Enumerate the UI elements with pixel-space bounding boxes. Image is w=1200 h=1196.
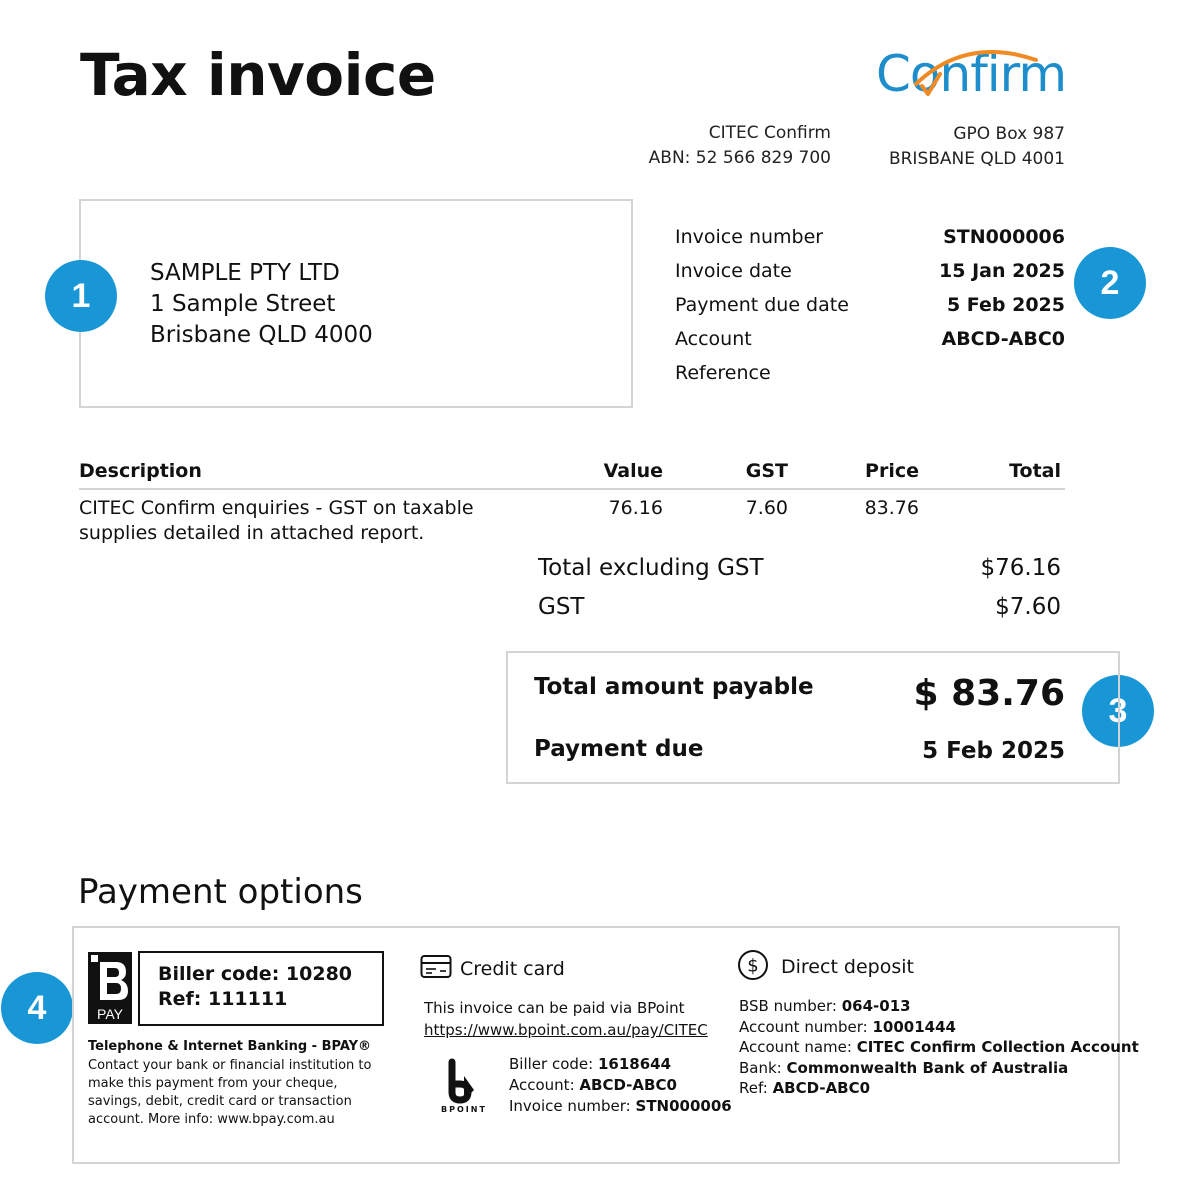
account-value: ABCD-ABC0: [941, 328, 1065, 350]
callout-badge-1: 1: [45, 260, 117, 332]
total-payable-label: Total amount payable: [534, 674, 814, 700]
invoice-number-label: Invoice number: [675, 226, 824, 248]
credit-card-title: Credit card: [460, 958, 565, 980]
gst-value: $7.60: [995, 594, 1061, 620]
bpay-logo-text: PAY: [97, 1006, 123, 1022]
header-value: Value: [603, 460, 663, 482]
bsb-value: 064-013: [841, 997, 911, 1015]
bpoint-biller-label: Biller code:: [509, 1055, 594, 1073]
payment-due-date-value: 5 Feb 2025: [946, 294, 1065, 316]
dd-ref-value: ABCD-ABC0: [772, 1079, 871, 1097]
header-gst: GST: [745, 460, 788, 482]
account-number-value: 10001444: [872, 1017, 956, 1036]
callout-badge-2: 2: [1074, 247, 1146, 319]
svg-text:$: $: [747, 955, 759, 977]
bpoint-link[interactable]: https://www.bpoint.com.au/pay/CITEC: [424, 1021, 708, 1039]
line-items-table: [79, 458, 1065, 550]
invoice-number-value: STN000006: [943, 226, 1065, 248]
account-number-label: Account number:: [739, 1017, 868, 1036]
logo-text: Confirm: [876, 45, 1067, 103]
invoice-meta-values: [900, 220, 1065, 390]
confirm-logo: [876, 44, 1068, 104]
org-abn: ABN: 52 566 829 700: [648, 148, 831, 168]
invoice-date-value: 15 Jan 2025: [939, 260, 1065, 282]
direct-deposit-details: [739, 996, 1139, 1099]
table-header: [79, 458, 1065, 490]
page-title: Tax invoice: [80, 41, 436, 109]
recipient-city: Brisbane QLD 4000: [150, 322, 373, 348]
bpay-heading: Telephone & Internet Banking - BPAY®: [88, 1039, 372, 1054]
credit-card-text: This invoice can be paid via BPoint: [424, 999, 685, 1017]
account-name-label: Account name:: [739, 1038, 852, 1056]
payment-options-title: Payment options: [78, 872, 363, 912]
org-name: CITEC Confirm: [708, 123, 831, 143]
bpoint-invoice-label: Invoice number:: [509, 1097, 631, 1115]
payment-due-date-label: Payment due date: [675, 294, 849, 316]
org-details: [630, 121, 831, 171]
invoice-meta-labels: [675, 220, 849, 390]
recipient-name: SAMPLE PTY LTD: [150, 260, 340, 286]
org-address-line1: GPO Box 987: [953, 124, 1065, 144]
bpoint-biller-value: 1618644: [597, 1055, 672, 1073]
bpoint-account-value: ABCD-ABC0: [579, 1076, 677, 1094]
callout-badge-4: 4: [1, 972, 73, 1044]
recipient-street: 1 Sample Street: [150, 291, 336, 317]
recipient-address: [150, 258, 373, 351]
direct-deposit-title: Direct deposit: [781, 956, 914, 978]
header-total: Total: [1009, 460, 1061, 482]
org-address-line2: BRISBANE QLD 4001: [888, 149, 1065, 169]
bpay-description: Contact your bank or financial institution to make this payment from your cheque, savings, debit, credit card or transaction account. More info: www.bpay.com.au: [88, 1058, 372, 1127]
bpay-biller-code: Biller code: 10280: [158, 963, 353, 985]
account-name-value: CITEC Confirm Collection Account: [856, 1038, 1139, 1056]
row-description: CITEC Confirm enquiries - GST on taxable supplies detailed in attached report.: [79, 497, 474, 544]
credit-card-info: [424, 997, 708, 1041]
bpoint-account-label: Account:: [509, 1076, 575, 1094]
table-row: [79, 490, 1065, 550]
bank-label: Bank:: [739, 1058, 782, 1077]
bpay-logo-icon: [88, 952, 132, 1024]
dollar-circle-icon: [737, 949, 769, 981]
payment-due-label: Payment due: [534, 736, 704, 762]
bpoint-invoice-value: STN000006: [635, 1097, 732, 1115]
payment-due-value: 5 Feb 2025: [922, 738, 1065, 764]
header-price: Price: [865, 460, 919, 482]
account-label: Account: [675, 328, 752, 350]
bpay-ref: Ref: 111111: [158, 988, 288, 1010]
row-price: 83.76: [864, 497, 919, 519]
bank-value: Commonwealth Bank of Australia: [786, 1058, 1069, 1077]
reference-label: Reference: [675, 362, 771, 384]
gst-label: GST: [538, 594, 585, 620]
reference-value: [900, 356, 1065, 390]
dd-ref-label: Ref:: [739, 1079, 768, 1097]
bpoint-details: [509, 1054, 732, 1117]
bsb-label: BSB number:: [739, 997, 837, 1015]
header-description: Description: [79, 460, 202, 482]
bpay-biller-details: [158, 962, 352, 1012]
bpoint-logo-text: BPOINT: [441, 1105, 487, 1114]
row-value: 76.16: [608, 497, 663, 519]
org-address: [860, 122, 1065, 172]
credit-card-icon: [420, 954, 452, 980]
callout-badge-3: 3: [1082, 675, 1154, 747]
invoice-date-label: Invoice date: [675, 260, 792, 282]
total-excl-gst-label: Total excluding GST: [538, 555, 764, 581]
row-gst: 7.60: [745, 497, 788, 519]
total-payable-value: $ 83.76: [913, 673, 1065, 714]
total-excl-gst-value: $76.16: [980, 555, 1061, 581]
swoosh-icon: [876, 44, 1068, 104]
bpoint-logo-icon: [434, 1056, 494, 1114]
